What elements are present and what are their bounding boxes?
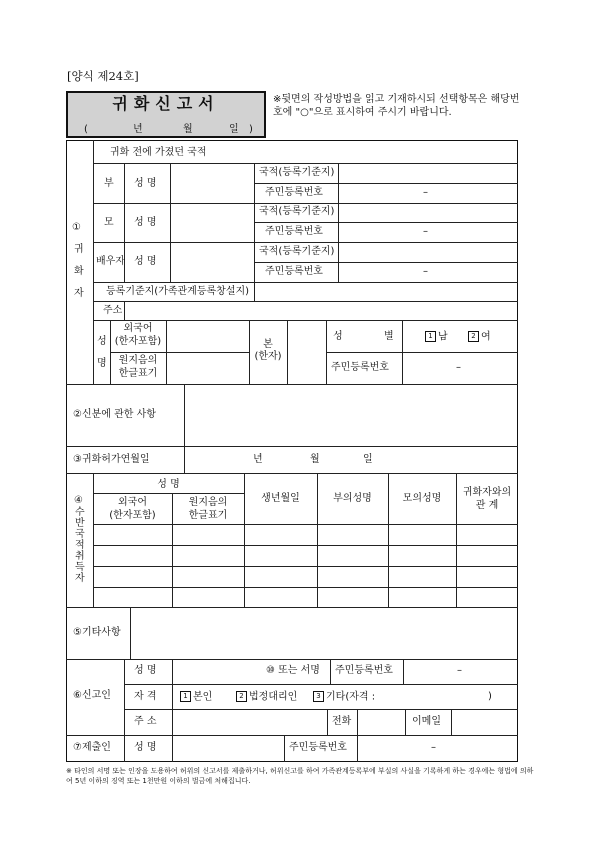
section4-relation-2: 관 계 (475, 500, 499, 511)
grid-line (451, 709, 452, 735)
grid-line (66, 473, 518, 474)
resident-no-label: 주민등록번호 (265, 226, 323, 237)
grid-line (93, 566, 518, 567)
qualification-self-label: 본인 (193, 691, 213, 703)
section4-relation-1: 귀화자와의 (462, 487, 512, 498)
foreign-lang-sub: (한자포함) (114, 336, 162, 347)
section4-number: ④ (74, 495, 83, 506)
father-label: 부 (104, 178, 114, 189)
nationality-reg-label: 국적(등록기준지) (259, 246, 335, 257)
grid-line (284, 735, 285, 762)
section6-email-label: 이메일 (412, 716, 441, 727)
bon-sub: (한자) (254, 351, 282, 362)
resident-no-dash: – (423, 226, 428, 237)
section4-char: 자 (75, 573, 85, 584)
grid-line (172, 659, 173, 735)
section6-resident-no-label: 주민등록번호 (335, 665, 393, 676)
qualification-legal-rep-label: 법정대리인 (249, 691, 298, 703)
gender-male-option[interactable] (425, 331, 448, 344)
grid-line (166, 320, 167, 384)
section2-label: ②신분에 관한 사항 (73, 409, 156, 420)
section6-label: ⑥신고인 (73, 690, 111, 701)
grid-line (403, 659, 404, 684)
checkbox-icon: 1 (425, 331, 436, 342)
grid-line (110, 352, 249, 353)
section4-char: 국 (75, 529, 85, 540)
section7-label: ⑦제출인 (73, 742, 111, 753)
grid-line (254, 222, 518, 223)
grid-line (93, 587, 518, 588)
resident-no-dash: – (423, 266, 428, 277)
hangul-label: 한글표기 (118, 368, 158, 379)
grid-line (330, 659, 331, 684)
grid-line (124, 684, 518, 685)
section1-number: ① (72, 222, 81, 233)
grid-line (184, 446, 185, 473)
grid-line (93, 301, 518, 302)
section6-sign-label: ⑩ 또는 서명 (266, 665, 320, 676)
name-label: 성 명 (134, 178, 157, 189)
section4-father-name: 부의성명 (333, 493, 372, 504)
gender-label: 성 (333, 331, 343, 342)
grid-line (326, 320, 327, 384)
grid-line (254, 282, 255, 301)
address-label: 주소 (103, 305, 123, 316)
section4-hangul: 한글표기 (188, 510, 228, 521)
section4-char: 수 (75, 507, 85, 518)
resident-no-dash: – (423, 187, 428, 198)
footer-warning: ※ 타인의 서명 또는 인장을 도용하여 허위의 신고서를 제출하거나, 허위신고를 하여 가족관계등록부에 부실의 사실을 기록하게 하는 경우에는 형법에 의하여 5년 이하의 징역 또는 1천만원 이하의 벌금에 처해집니다. (66, 767, 534, 785)
resident-no-label: 주민등록번호 (331, 362, 389, 373)
grid-line (93, 203, 518, 204)
grid-line (66, 607, 518, 608)
grid-line (170, 163, 171, 282)
grid-line (66, 659, 518, 660)
grid-line (124, 735, 125, 762)
checkbox-icon: 2 (236, 691, 247, 702)
title-date-open: ( (84, 124, 88, 135)
section5-label: ⑤기타사항 (73, 627, 121, 638)
reg-base-label: 등록기준지(가족관계등록창설지) (106, 286, 250, 297)
grid-line (66, 446, 518, 447)
grid-line (184, 384, 185, 446)
grid-line (287, 320, 288, 384)
grid-line (254, 163, 255, 282)
nationality-reg-label: 국적(등록기준지) (259, 206, 335, 217)
qualification-other-close: ) (488, 691, 492, 702)
qualification-other-option[interactable] (313, 691, 375, 704)
name-col-char: 명 (97, 358, 107, 369)
section7-resident-no-dash: – (431, 742, 436, 753)
checkbox-icon: 2 (468, 331, 479, 342)
name-label: 성 명 (134, 217, 157, 228)
section4-char: 득 (75, 562, 85, 573)
grid-line (130, 607, 131, 659)
section4-mother-name: 모의성명 (402, 493, 442, 504)
grid-line (405, 709, 406, 735)
female-label: 여 (481, 331, 491, 343)
resident-no-label: 주민등록번호 (265, 266, 323, 277)
checkbox-icon: 1 (180, 691, 191, 702)
title-date-close: ) (249, 124, 253, 135)
section6-name-label: 성 명 (134, 665, 157, 676)
grid-line (93, 493, 244, 494)
grid-line (357, 735, 358, 762)
grid-line (338, 163, 339, 282)
section7-resident-no-label: 주민등록번호 (289, 742, 347, 753)
grid-line (66, 735, 518, 736)
grid-line (327, 709, 328, 735)
section3-month: 월 (310, 454, 320, 465)
grid-line (93, 140, 94, 384)
section6-phone-label: 전화 (332, 716, 352, 727)
form-number: [양식 제24호] (67, 69, 139, 83)
grid-line (93, 242, 518, 243)
section3-label: ③귀화허가연월일 (73, 454, 150, 465)
grid-line (93, 163, 518, 164)
male-label: 남 (438, 331, 448, 343)
section1-char: 자 (74, 288, 84, 299)
grid-line (124, 659, 125, 735)
section4-foreign-lang-sub: (한자포함) (109, 510, 156, 521)
section6-resident-no-dash: – (457, 665, 462, 676)
grid-line (93, 545, 518, 546)
grid-line (402, 320, 403, 384)
foreign-lang-label: 외국어 (123, 323, 153, 334)
form-title: 귀화신고서 (112, 94, 220, 113)
section1-char: 귀 (74, 244, 84, 255)
gender-female-option[interactable] (468, 331, 491, 344)
grid-line (124, 709, 518, 710)
section4-char: 반 (75, 518, 85, 529)
title-date-year: 년 (133, 124, 143, 135)
name-col-char: 성 (97, 336, 107, 347)
section4-char: 취 (75, 551, 85, 562)
resident-no-label: 주민등록번호 (265, 187, 323, 198)
notice-text: ※뒷면의 작성방법을 읽고 기재하시되 선택항목은 해당번호에 "○"으로 표시하여 주시기 바랍니다. (273, 94, 520, 118)
grid-line (326, 352, 518, 353)
section4-char: 적 (75, 540, 85, 551)
section4-original-sound: 원지음의 (188, 497, 228, 508)
section4-name-header: 성 명 (157, 479, 180, 490)
section6-qualification-label: 자 격 (134, 691, 157, 702)
qualification-legal-rep-option[interactable] (236, 691, 297, 704)
section6-address-label: 주 소 (134, 716, 157, 727)
grid-line (357, 709, 358, 735)
qualification-other-label: 기타(자격 : (326, 691, 376, 703)
grid-line (172, 735, 173, 762)
grid-line (93, 320, 518, 321)
nationality-reg-label: 국적(등록기준지) (259, 167, 335, 178)
qualification-self-option[interactable] (180, 691, 212, 704)
mother-label: 모 (104, 217, 114, 228)
gender-label-suffix: 별 (384, 331, 394, 342)
section1-char: 화 (74, 266, 84, 277)
grid-line (66, 384, 518, 385)
title-date-day: 일 (229, 124, 239, 135)
name-label: 성 명 (134, 256, 157, 267)
original-sound-label: 원지음의 (118, 355, 158, 366)
title-date-month: 월 (183, 124, 193, 135)
grid-line (254, 183, 518, 184)
resident-no-dash: – (456, 362, 461, 373)
grid-line (93, 524, 518, 525)
spouse-label: 배우자 (96, 256, 125, 267)
section7-name-label: 성 명 (134, 742, 157, 753)
grid-line (93, 282, 518, 283)
checkbox-icon: 3 (313, 691, 324, 702)
section3-year: 년 (253, 454, 263, 465)
grid-line (254, 262, 518, 263)
section4-birth: 생년월일 (261, 493, 300, 504)
prev-nationality-label: 귀화 전에 가졌던 국적 (110, 147, 207, 158)
section3-day: 일 (363, 454, 373, 465)
bon-label: 본 (263, 339, 273, 350)
grid-line (124, 301, 125, 320)
section4-foreign-lang: 외국어 (118, 497, 147, 508)
